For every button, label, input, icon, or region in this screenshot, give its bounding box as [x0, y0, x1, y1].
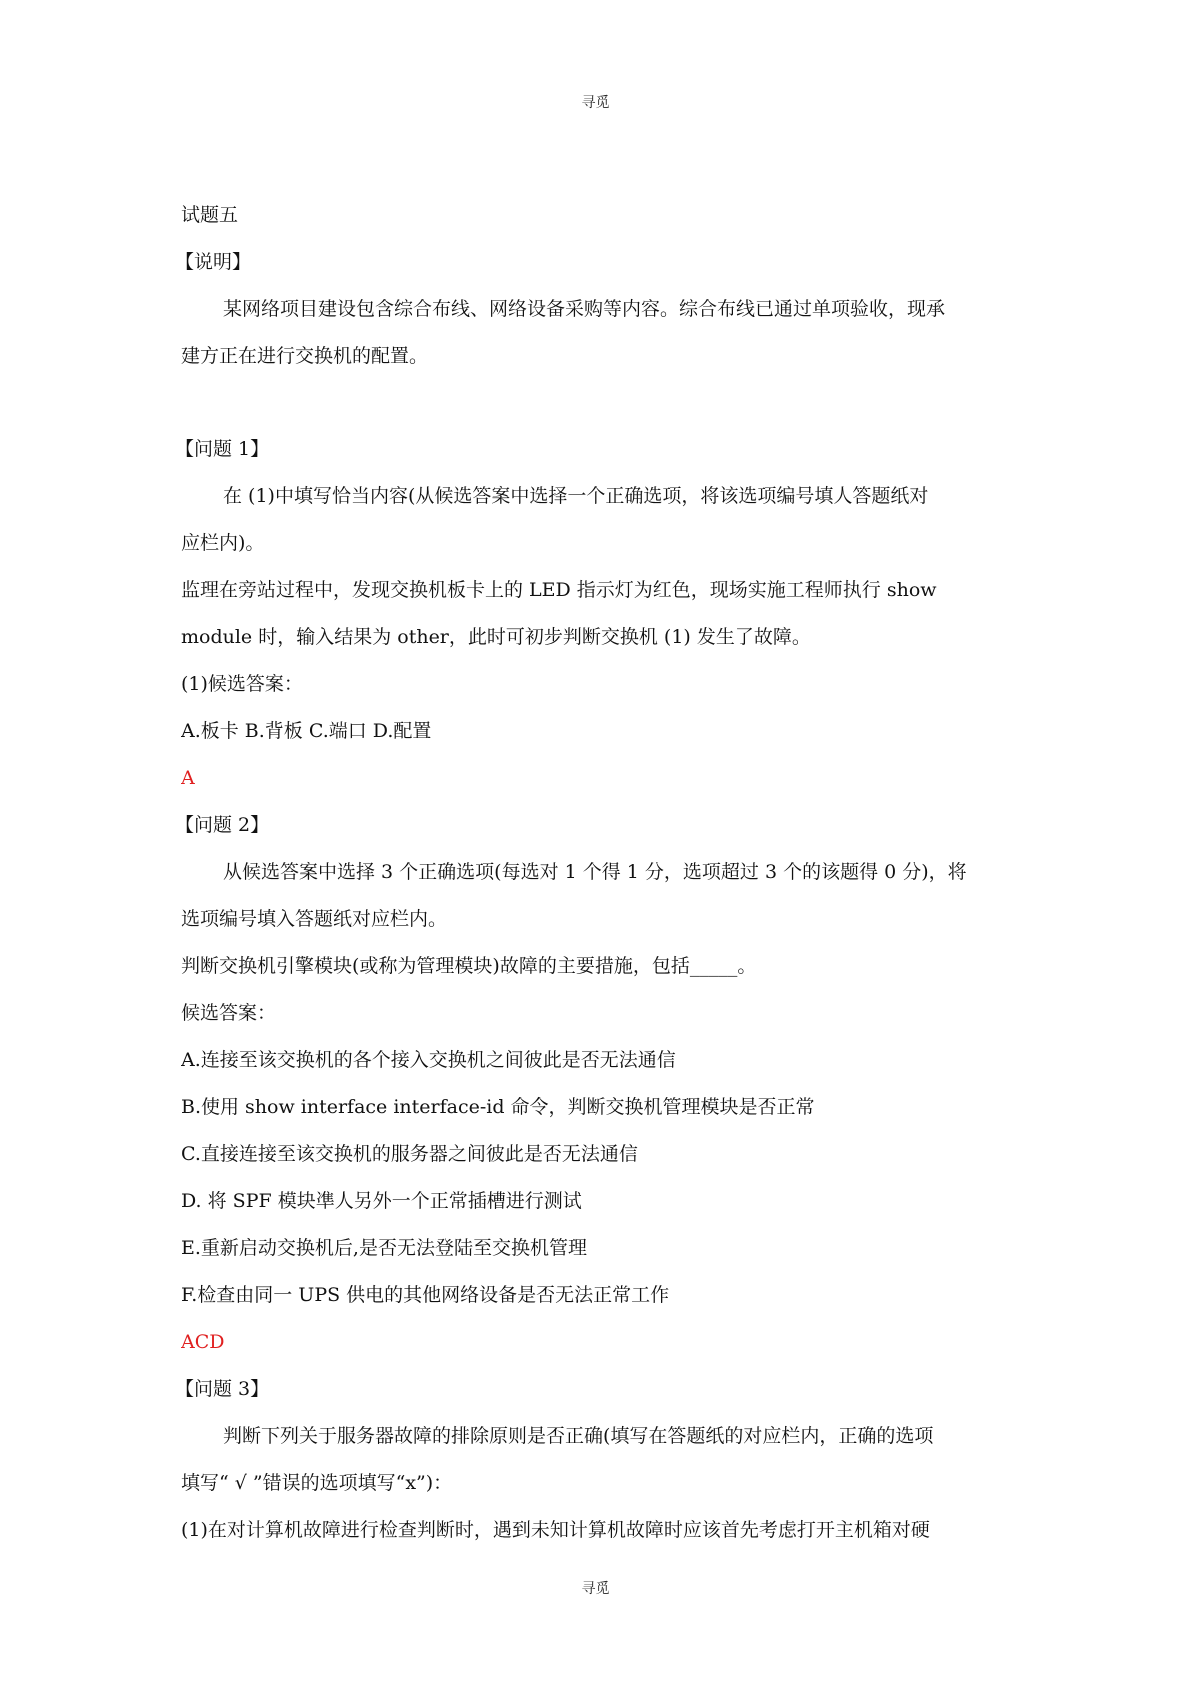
q2-instruction-1: 从候选答案中选择 3 个正确选项(每选对 1 个得 1 分，选项超过 3 个的该题得 0 分)，将: [223, 861, 967, 883]
q2-option-e: E.重新启动交换机后,是否无法登陆至交换机管理: [181, 1237, 587, 1259]
q2-question: 判断交换机引擎模块(或称为管理模块)故障的主要措施，包括_____。: [181, 955, 757, 977]
q1-options: A.板卡 B.背板 C.端口 D.配置: [181, 720, 432, 742]
document-body: [175, 200, 1017, 1562]
q3-item-1: (1)在对计算机故障进行检查判断时，遇到未知计算机故障时应该首先考虑打开主机箱对硬: [181, 1519, 930, 1541]
spacer: [181, 388, 1017, 434]
q3-instruction-1: 判断下列关于服务器故障的排除原则是否正确(填写在答题纸的对应栏内，正确的选项: [223, 1425, 934, 1447]
q2-instruction-2: 选项编号填入答题纸对应栏内。: [181, 908, 448, 930]
q2-option-a: A.连接至该交换机的各个接入交换机之间彼此是否无法通信: [181, 1049, 676, 1071]
intro-line-2: 建方正在进行交换机的配置。: [181, 345, 429, 367]
intro-heading: 【说明】: [175, 251, 252, 273]
q3-instruction-2: 填写“ √ ”错误的选项填写“x”)：: [181, 1472, 453, 1494]
q1-body-2: module 时，输入结果为 other，此时可初步判断交换机 (1) 发生了故障。: [181, 626, 811, 648]
intro-line-1: 某网络项目建设包含综合布线、网络设备采购等内容。综合布线已通过单项验收，现承: [223, 298, 946, 320]
q2-answer: ACD: [181, 1331, 225, 1353]
q1-instruction-2: 应栏内)。: [181, 532, 265, 554]
q3-heading: 【问题 3】: [175, 1378, 270, 1400]
q1-body-1: 监理在旁站过程中，发现交换机板卡上的 LED 指示灯为红色，现场实施工程师执行 show: [181, 579, 937, 601]
q1-candidate-label: (1)候选答案：: [181, 673, 303, 695]
q2-option-c: C.直接连接至该交换机的服务器之间彼此是否无法通信: [181, 1143, 638, 1165]
q1-answer: A: [181, 767, 195, 789]
q2-option-d: D. 将 SPF 模块凖人另外一个正常插槽进行测试: [181, 1190, 582, 1212]
q2-candidate-label: 候选答案：: [181, 1002, 277, 1024]
q1-heading: 【问题 1】: [175, 438, 270, 460]
q2-option-b: B.使用 show interface interface-id 命令，判断交换机管理模块是否正常: [181, 1096, 815, 1118]
q2-heading: 【问题 2】: [175, 814, 270, 836]
page-header: 寻觅: [581, 95, 610, 111]
q1-instruction-1: 在 (1)中填写恰当内容(从候选答案中选择一个正确选项，将该选项编号填人答题纸对: [223, 485, 929, 507]
page-footer: 寻觅: [581, 1581, 610, 1597]
q2-option-f: F.检查由同一 UPS 供电的其他网络设备是否无法正常工作: [181, 1284, 670, 1306]
exam-title: 试题五: [181, 204, 239, 226]
